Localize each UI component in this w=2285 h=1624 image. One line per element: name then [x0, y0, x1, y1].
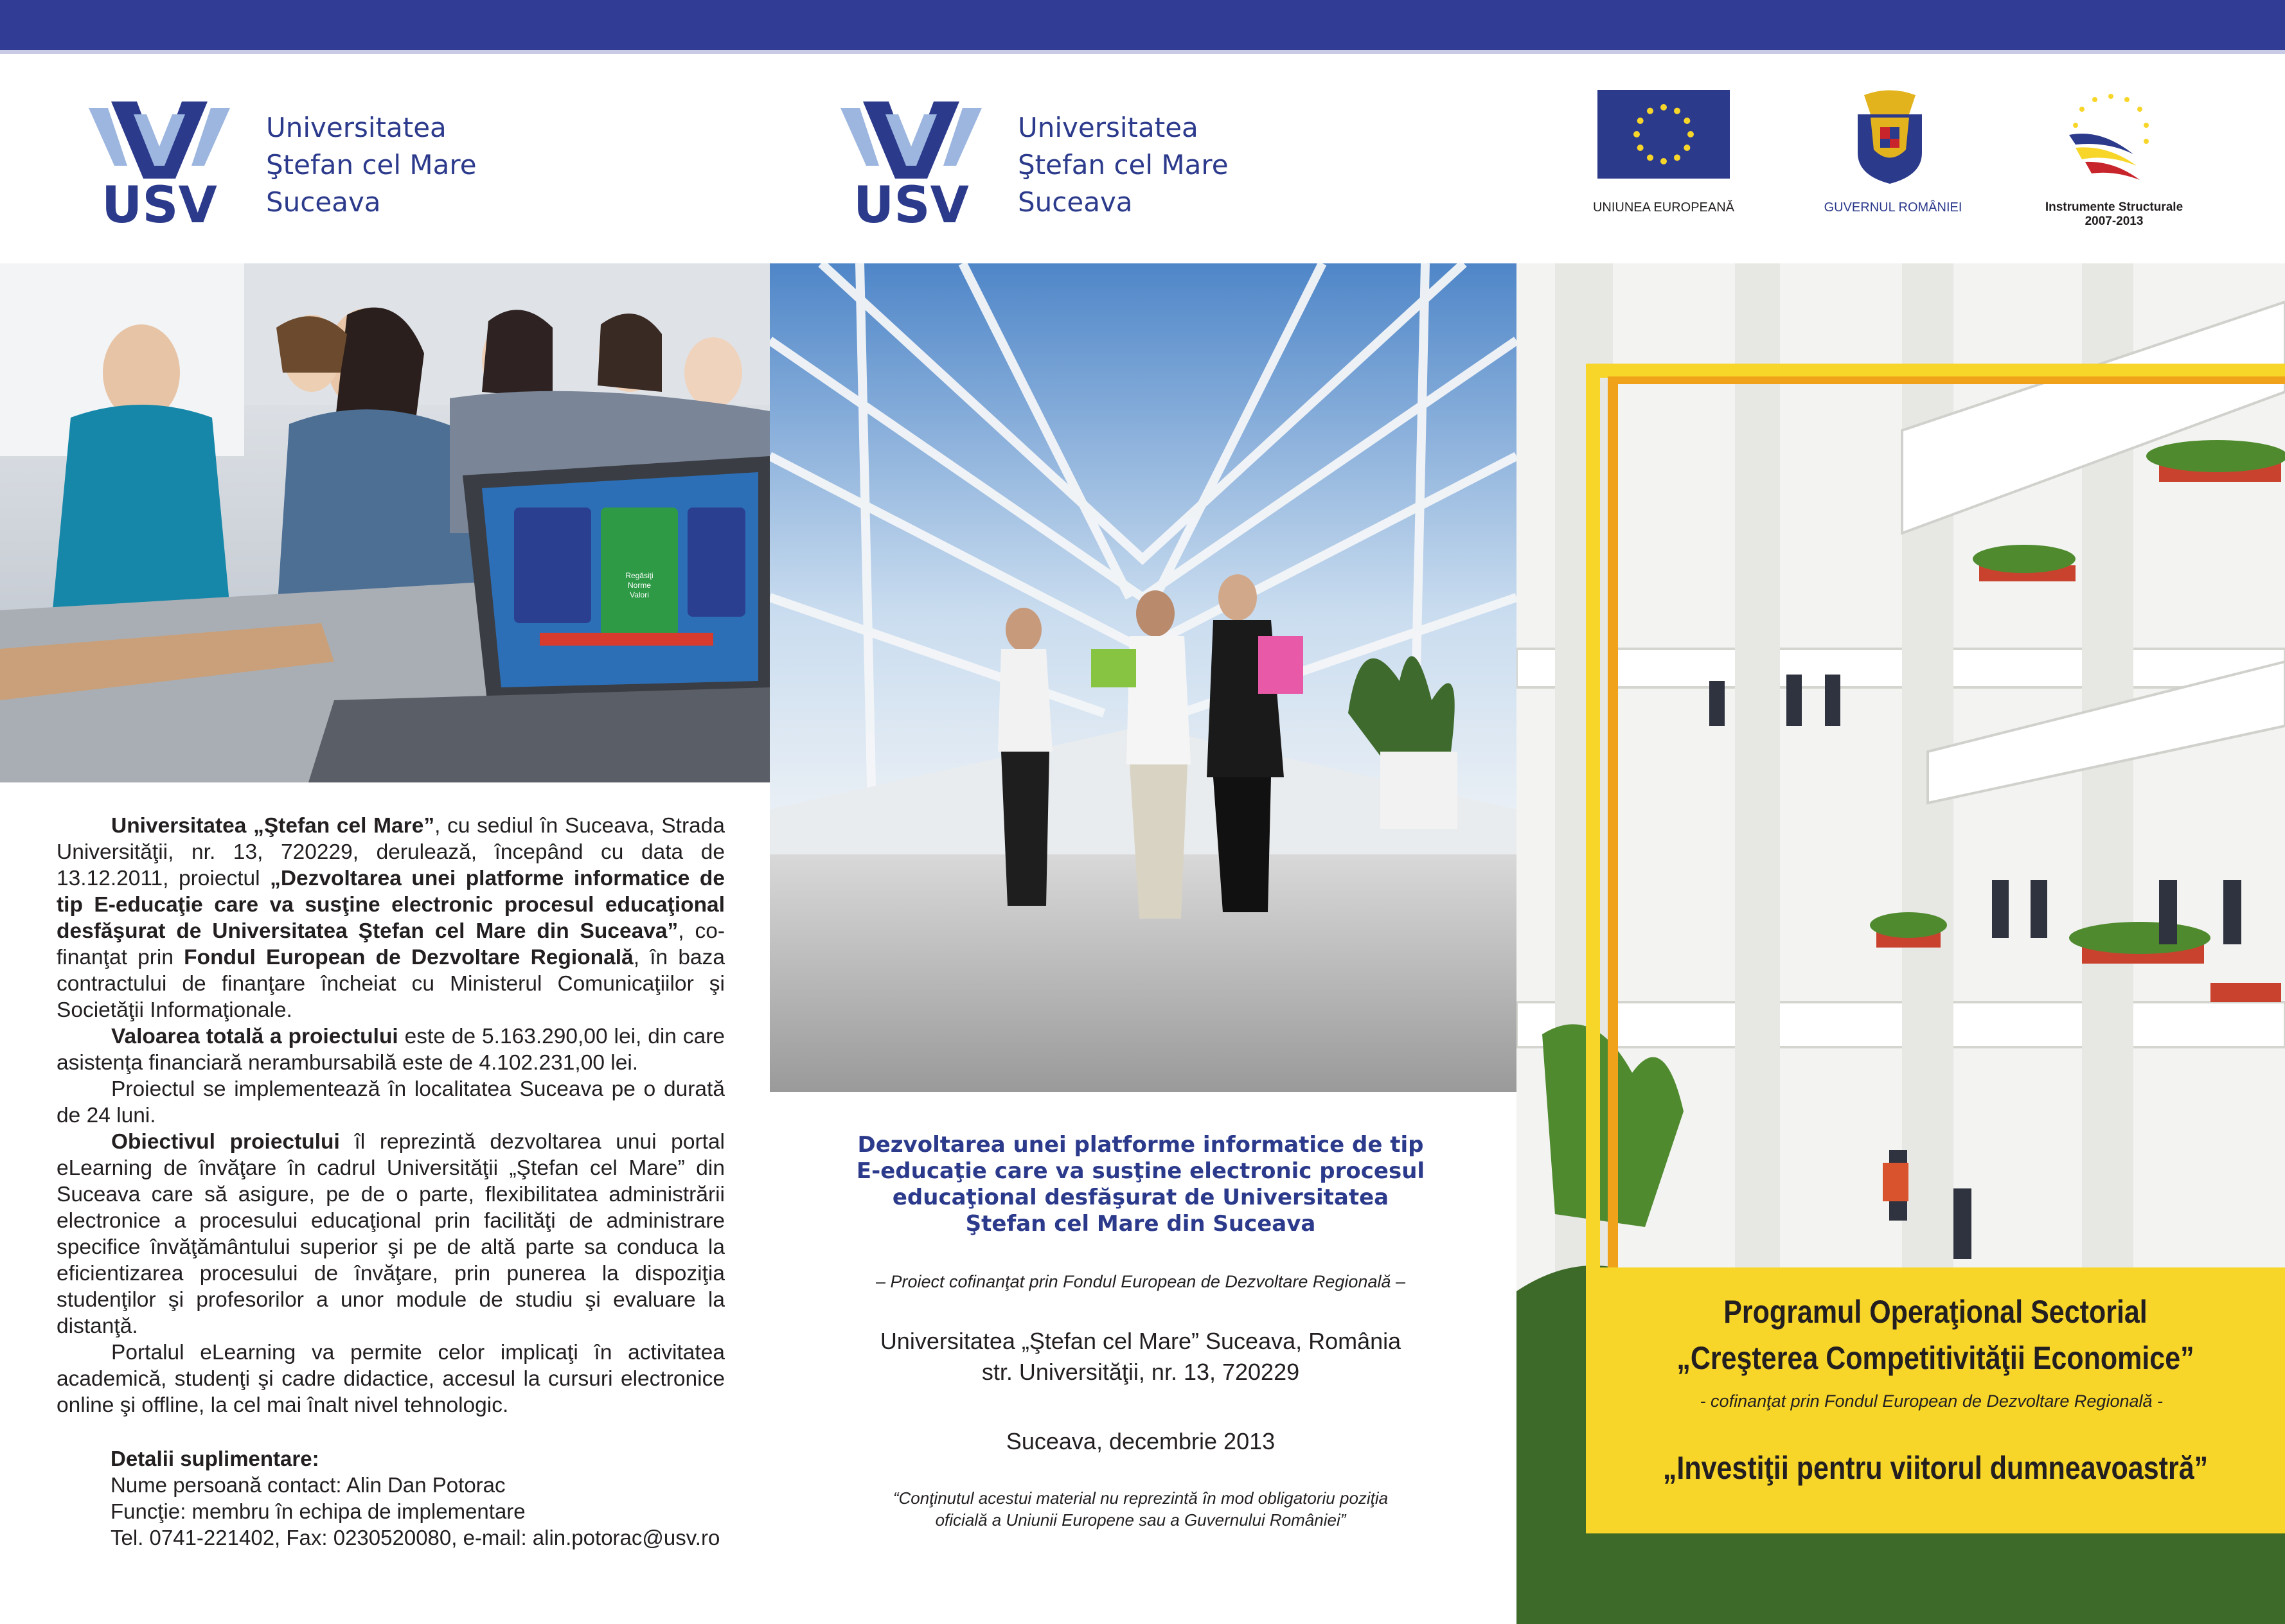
usv-name-line-1: Universitatea	[266, 112, 447, 143]
paragraph-2	[57, 1023, 725, 1076]
structural-instruments-logo	[2063, 90, 2159, 190]
project-description	[57, 813, 725, 1418]
usv-logo-center	[840, 102, 982, 233]
yellow-frame-left	[1586, 364, 1600, 1276]
structural-label-line-1: Instrumente Structurale	[2045, 200, 2183, 214]
usv-name-left	[266, 109, 477, 221]
eu-star-icon	[1647, 154, 1653, 161]
project-title-line-4: Ştefan cel Mare din Suceava	[965, 1211, 1316, 1237]
contact-details	[111, 1445, 740, 1551]
details-phone: Tel. 0741-221402, Fax: 0230520080, e-mail: alin.potorac@usv.ro	[111, 1526, 720, 1549]
p1-text-1: , cu sediul în Suceava, Strada Universităţii, nr. 13, 720229, derulează, începând cu data de 13.12.2011, proiectul	[57, 814, 725, 890]
address-line-1: Universitatea „Ştefan cel Mare” Suceava, România	[880, 1328, 1401, 1354]
project-title-line-1: Dezvoltarea unei platforme informatice de tip	[857, 1132, 1424, 1158]
disclaimer	[829, 1487, 1452, 1531]
eu-star-icon	[1660, 158, 1667, 164]
disclaimer-line-2: oficială a Uniunii Europene sau a Guvernului României”	[935, 1510, 1346, 1530]
top-thin-line	[0, 50, 2285, 54]
p1-bold-3: Fondul European de Dezvoltare Regională	[184, 946, 634, 969]
program-title-line-1: Programul Operaţional Sectorial	[1723, 1294, 2147, 1330]
laptop-panel-text-2: Norme	[627, 581, 652, 590]
program-title	[1635, 1289, 2236, 1381]
coat-of-arms-icon	[1854, 89, 1925, 184]
program-cofin: - cofinanţat prin Fondul European de Dezvoltare Regională -	[1700, 1391, 2163, 1411]
address-line-2: str. Universităţii, nr. 13, 720229	[981, 1359, 1300, 1385]
details-heading: Detalii suplimentare:	[111, 1447, 319, 1470]
eu-star-icon	[1674, 108, 1680, 114]
romania-coat-of-arms	[1854, 89, 1925, 187]
p1-text-2: , co-finanţat prin	[57, 919, 725, 969]
usv-name-line-3: Suceava	[1018, 186, 1133, 218]
usv-logo-left	[89, 102, 230, 233]
usv-emblem-icon	[840, 102, 982, 230]
usv-mark-text: USV	[853, 177, 969, 230]
paragraph-5: Portalul eLearning va permite celor implicaţi în activitatea academică, studenţi şi cadre didactice, accesul la cursuri electronice online şi offline, la cel mai înalt nivel tehnologic.	[57, 1341, 725, 1417]
usv-name-line-2: Ştefan cel Mare	[1018, 149, 1229, 181]
university-address	[771, 1326, 1510, 1388]
p1-text-3: , în baza contractului de finanţare încheiat cu Ministerul Comunicaţiilor şi Societăţii Informaţionale.	[57, 946, 725, 1022]
usv-name-line-3: Suceava	[266, 186, 381, 218]
eu-star-icon	[1647, 108, 1653, 114]
publication-date: Suceava, decembrie 2013	[1006, 1428, 1276, 1454]
eu-label: UNIUNEA EUROPEANĂ	[1592, 200, 1735, 215]
usv-emblem-icon	[89, 102, 230, 230]
p2-bold-1: Valoarea totală a proiectului	[111, 1025, 398, 1048]
disclaimer-line-1: “Conţinutul acestui material nu reprezintă în mod obligatoriu poziţia	[893, 1488, 1389, 1508]
program-title-line-2: „Creşterea Competitivităţii Economice”	[1676, 1340, 2194, 1376]
eu-star-icon	[1684, 145, 1690, 151]
romania-label: GUVERNUL ROMÂNIEI	[1824, 200, 1962, 215]
eu-star-icon	[1637, 145, 1644, 151]
eu-star-icon	[1637, 118, 1644, 124]
p1-bold-1: Universitatea „Ştefan cel Mare”	[111, 814, 435, 838]
classroom-photo	[0, 263, 770, 782]
details-contact: Nume persoană contact: Alin Dan Potorac	[111, 1473, 506, 1497]
orange-frame-left	[1608, 376, 1618, 1276]
laptop-panel-text-3: Valori	[630, 590, 649, 599]
laptop-panel-text-1: Regăsiţi	[625, 571, 653, 580]
paragraph-1	[57, 813, 725, 1023]
classroom-photo-illustration	[0, 263, 770, 782]
program-slogan: „Investiţii pentru viitorul dumneavoastră”	[1662, 1450, 2209, 1486]
structural-instruments-label	[2011, 200, 2217, 229]
paragraph-4	[57, 1129, 725, 1339]
paragraph-3: Proiectul se implementează în localitatea Suceava pe o durată de 24 luni.	[57, 1077, 725, 1127]
usv-name-line-2: Ştefan cel Mare	[266, 149, 477, 181]
structural-instruments-icon	[2063, 90, 2159, 186]
p4-bold-1: Obiectivul proiectului	[111, 1130, 340, 1154]
usv-name-center	[1018, 109, 1229, 221]
details-role: Funcţie: membru în echipa de implementare	[111, 1499, 526, 1523]
orange-frame-top	[1608, 376, 2285, 384]
p1-bold-2: „Dezvoltarea unei platforme informatice de tip E-educaţie care va susţine electronic procesul educaţional desfăşurat de Universitatea Ştefan cel Mare din Suceava”	[57, 867, 725, 943]
project-title	[771, 1132, 1510, 1237]
project-title-line-3: educaţional desfăşurat de Universitatea	[892, 1185, 1389, 1210]
p2-text-1: este de 5.163.290,00 lei, din care asistenţa financiară nerambursabilă este de 4.102.231,00 lei.	[57, 1025, 725, 1075]
eu-star-icon	[1687, 131, 1694, 137]
eu-star-icon	[1660, 104, 1667, 110]
eu-star-icon	[1684, 118, 1690, 124]
project-title-line-2: E-educaţie care va susţine electronic procesul	[856, 1158, 1425, 1184]
eu-flag-icon	[1597, 90, 1730, 179]
corridor-photo-illustration	[770, 263, 1516, 1092]
eu-star-icon	[1633, 131, 1640, 137]
usv-name-line-1: Universitatea	[1018, 112, 1198, 143]
top-color-bar	[0, 0, 2285, 50]
usv-mark-text: USV	[102, 177, 217, 230]
eu-star-icon	[1674, 154, 1680, 161]
project-subtitle: – Proiect cofinanţat prin Fondul European de Dezvoltare Regională –	[875, 1272, 1405, 1291]
corridor-photo	[770, 263, 1516, 1092]
eu-flag	[1597, 90, 1730, 182]
yellow-frame-top	[1586, 364, 2285, 378]
p4-text-1: îl reprezintă dezvoltarea unui portal eLearning de învăţare în cadrul Universităţii „Ştefan cel Mare” din Suceava care să asigure, pe de o parte, flexibilitatea administrării electronice a procesului educaţional prin facilităţi de administrare specifice învăţământului superior şi pe de altă parte sa conduca la eficientizarea procesului de învăţare, prin punerea la dispoziţia studenţilor şi profesorilor a unor module de studiu şi evaluare la distanţă.	[57, 1130, 725, 1338]
structural-label-line-2: 2007-2013	[2085, 215, 2144, 228]
